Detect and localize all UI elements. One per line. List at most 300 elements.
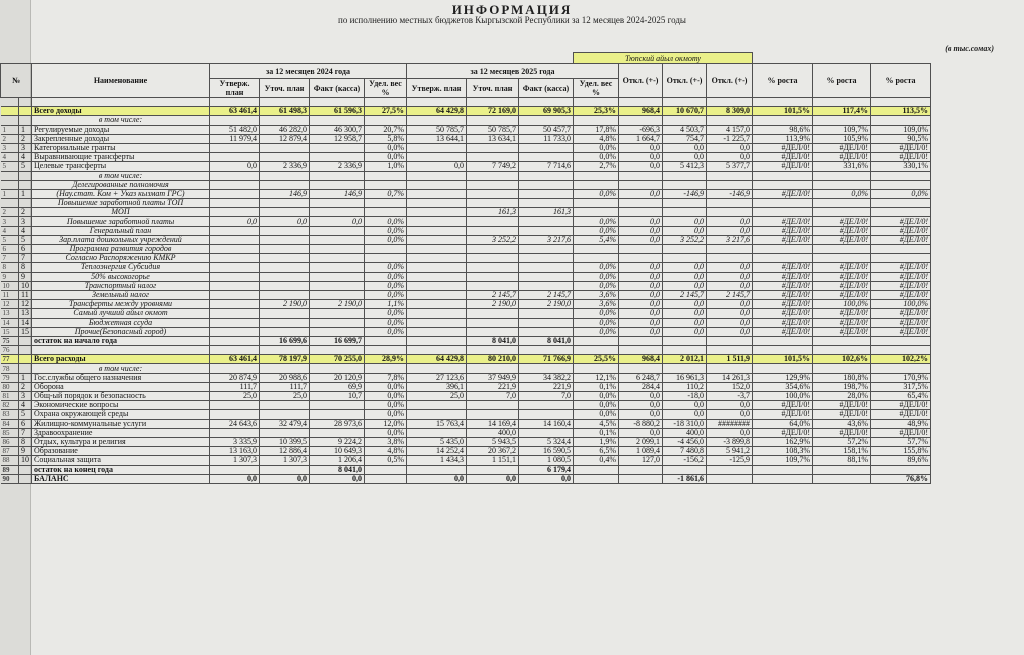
value-cell[interactable]: 0,0 bbox=[619, 217, 663, 226]
item-name[interactable]: Согласно Распоряжению КМКР bbox=[32, 254, 210, 263]
value-cell[interactable] bbox=[407, 254, 467, 263]
value-cell[interactable]: 7 714,6 bbox=[519, 162, 574, 171]
value-cell[interactable] bbox=[707, 465, 753, 474]
value-cell[interactable]: 146,9 bbox=[260, 189, 310, 198]
value-cell[interactable]: 88,1% bbox=[813, 456, 871, 465]
value-cell[interactable] bbox=[619, 180, 663, 189]
value-cell[interactable]: 0,0 bbox=[663, 401, 707, 410]
value-cell[interactable] bbox=[663, 199, 707, 208]
value-cell[interactable] bbox=[753, 171, 813, 180]
value-cell[interactable] bbox=[519, 180, 574, 189]
value-cell[interactable]: 20 367,2 bbox=[467, 447, 519, 456]
row-number[interactable]: 78 bbox=[1, 364, 19, 373]
value-cell[interactable]: 71 766,9 bbox=[519, 355, 574, 364]
value-cell[interactable]: 0,0 bbox=[663, 281, 707, 290]
value-cell[interactable]: #ДЕЛ/0! bbox=[753, 290, 813, 299]
value-cell[interactable]: 25,0 bbox=[260, 392, 310, 401]
value-cell[interactable] bbox=[813, 474, 871, 483]
item-number[interactable] bbox=[19, 199, 32, 208]
value-cell[interactable] bbox=[467, 263, 519, 272]
item-number[interactable]: 7 bbox=[19, 428, 32, 437]
value-cell[interactable]: 0,0% bbox=[574, 392, 619, 401]
value-cell[interactable]: 64,0% bbox=[753, 419, 813, 428]
value-cell[interactable]: 161,3 bbox=[519, 208, 574, 217]
value-cell[interactable]: 0,0% bbox=[574, 281, 619, 290]
value-cell[interactable]: 5,8% bbox=[365, 134, 407, 143]
value-cell[interactable] bbox=[260, 180, 310, 189]
item-number[interactable]: 5 bbox=[19, 410, 32, 419]
value-cell[interactable]: 0,0 bbox=[663, 226, 707, 235]
value-cell[interactable] bbox=[467, 189, 519, 198]
value-cell[interactable]: 109,7% bbox=[753, 456, 813, 465]
value-cell[interactable]: 28 973,6 bbox=[310, 419, 365, 428]
item-number[interactable] bbox=[19, 107, 32, 116]
value-cell[interactable] bbox=[210, 171, 260, 180]
value-cell[interactable]: 198,7% bbox=[813, 382, 871, 391]
value-cell[interactable]: 0,0% bbox=[365, 226, 407, 235]
value-cell[interactable] bbox=[619, 116, 663, 125]
item-number[interactable]: 5 bbox=[19, 235, 32, 244]
value-cell[interactable]: 0,0% bbox=[365, 281, 407, 290]
value-cell[interactable] bbox=[574, 180, 619, 189]
value-cell[interactable]: 100,0% bbox=[813, 300, 871, 309]
value-cell[interactable]: #ДЕЛ/0! bbox=[753, 263, 813, 272]
value-cell[interactable] bbox=[753, 254, 813, 263]
value-cell[interactable]: 1,0% bbox=[365, 162, 407, 171]
value-cell[interactable]: 146,9 bbox=[310, 189, 365, 198]
value-cell[interactable]: 16 590,5 bbox=[519, 447, 574, 456]
value-cell[interactable]: 111,7 bbox=[260, 382, 310, 391]
value-cell[interactable]: #ДЕЛ/0! bbox=[871, 290, 931, 299]
value-cell[interactable]: #ДЕЛ/0! bbox=[813, 281, 871, 290]
value-cell[interactable]: 2 190,0 bbox=[310, 300, 365, 309]
value-cell[interactable]: 754,7 bbox=[663, 134, 707, 143]
value-cell[interactable] bbox=[210, 428, 260, 437]
value-cell[interactable]: 57,2% bbox=[813, 437, 871, 446]
item-number[interactable]: 2 bbox=[19, 382, 32, 391]
value-cell[interactable]: 1 307,3 bbox=[210, 456, 260, 465]
value-cell[interactable]: 63 461,4 bbox=[210, 355, 260, 364]
value-cell[interactable]: 0,0 bbox=[619, 162, 663, 171]
value-cell[interactable]: 0,0% bbox=[365, 410, 407, 419]
value-cell[interactable]: 64 429,8 bbox=[407, 107, 467, 116]
value-cell[interactable] bbox=[260, 98, 310, 107]
value-cell[interactable] bbox=[365, 474, 407, 483]
row-number[interactable]: 9 bbox=[1, 272, 19, 281]
value-cell[interactable]: 98,6% bbox=[753, 125, 813, 134]
value-cell[interactable]: 0,0% bbox=[574, 153, 619, 162]
value-cell[interactable] bbox=[407, 245, 467, 254]
value-cell[interactable] bbox=[871, 364, 931, 373]
value-cell[interactable]: 0,0 bbox=[260, 217, 310, 226]
value-cell[interactable] bbox=[707, 254, 753, 263]
value-cell[interactable]: 109,0% bbox=[871, 125, 931, 134]
value-cell[interactable]: #ДЕЛ/0! bbox=[871, 263, 931, 272]
value-cell[interactable]: 100,0% bbox=[753, 392, 813, 401]
value-cell[interactable] bbox=[260, 263, 310, 272]
item-name[interactable]: в том числе: bbox=[32, 116, 210, 125]
value-cell[interactable] bbox=[871, 465, 931, 474]
value-cell[interactable]: 80 210,0 bbox=[467, 355, 519, 364]
value-cell[interactable] bbox=[707, 346, 753, 355]
item-name[interactable]: Повышение заработной платы bbox=[32, 217, 210, 226]
value-cell[interactable] bbox=[574, 336, 619, 345]
value-cell[interactable] bbox=[467, 327, 519, 336]
item-number[interactable]: 10 bbox=[19, 456, 32, 465]
item-number[interactable]: 3 bbox=[19, 217, 32, 226]
item-name[interactable]: Трансферты между уровнями bbox=[32, 300, 210, 309]
value-cell[interactable]: 0,0 bbox=[619, 235, 663, 244]
row-number[interactable]: 5 bbox=[1, 235, 19, 244]
value-cell[interactable] bbox=[519, 171, 574, 180]
value-cell[interactable] bbox=[310, 272, 365, 281]
value-cell[interactable] bbox=[210, 281, 260, 290]
value-cell[interactable]: #ДЕЛ/0! bbox=[813, 235, 871, 244]
value-cell[interactable]: 1 151,1 bbox=[467, 456, 519, 465]
value-cell[interactable]: 0,0 bbox=[707, 309, 753, 318]
value-cell[interactable]: 105,9% bbox=[813, 134, 871, 143]
value-cell[interactable]: 129,9% bbox=[753, 373, 813, 382]
value-cell[interactable] bbox=[407, 300, 467, 309]
value-cell[interactable] bbox=[407, 199, 467, 208]
item-name[interactable]: Всего расходы bbox=[32, 355, 210, 364]
value-cell[interactable] bbox=[260, 245, 310, 254]
value-cell[interactable]: 65,4% bbox=[871, 392, 931, 401]
value-cell[interactable]: 155,8% bbox=[871, 447, 931, 456]
item-number[interactable]: 5 bbox=[19, 162, 32, 171]
value-cell[interactable]: 51 482,0 bbox=[210, 125, 260, 134]
value-cell[interactable] bbox=[365, 199, 407, 208]
value-cell[interactable]: 180,8% bbox=[813, 373, 871, 382]
item-number[interactable]: 3 bbox=[19, 143, 32, 152]
value-cell[interactable] bbox=[663, 254, 707, 263]
value-cell[interactable] bbox=[467, 199, 519, 208]
row-number[interactable]: 83 bbox=[1, 410, 19, 419]
value-cell[interactable] bbox=[753, 98, 813, 107]
value-cell[interactable]: #ДЕЛ/0! bbox=[871, 272, 931, 281]
value-cell[interactable] bbox=[310, 318, 365, 327]
value-cell[interactable]: 5 435,0 bbox=[407, 437, 467, 446]
value-cell[interactable] bbox=[310, 281, 365, 290]
value-cell[interactable]: 0,0% bbox=[365, 318, 407, 327]
value-cell[interactable]: 102,2% bbox=[871, 355, 931, 364]
value-cell[interactable]: 0,0% bbox=[574, 226, 619, 235]
value-cell[interactable]: 46 300,7 bbox=[310, 125, 365, 134]
value-cell[interactable]: 0,0% bbox=[365, 217, 407, 226]
item-name[interactable]: (Нау.стат. Ком + Указ кызмат ГРС) bbox=[32, 189, 210, 198]
value-cell[interactable] bbox=[813, 346, 871, 355]
value-cell[interactable]: -156,2 bbox=[663, 456, 707, 465]
value-cell[interactable]: #ДЕЛ/0! bbox=[871, 226, 931, 235]
value-cell[interactable]: 110,2 bbox=[663, 382, 707, 391]
value-cell[interactable] bbox=[707, 171, 753, 180]
value-cell[interactable] bbox=[365, 171, 407, 180]
value-cell[interactable]: -4 456,0 bbox=[663, 437, 707, 446]
value-cell[interactable] bbox=[260, 401, 310, 410]
value-cell[interactable] bbox=[663, 98, 707, 107]
row-number[interactable] bbox=[1, 199, 19, 208]
value-cell[interactable]: #ДЕЛ/0! bbox=[753, 318, 813, 327]
value-cell[interactable] bbox=[467, 346, 519, 355]
item-name[interactable]: Социальная защита bbox=[32, 456, 210, 465]
value-cell[interactable] bbox=[310, 290, 365, 299]
item-number[interactable] bbox=[19, 355, 32, 364]
value-cell[interactable]: #ДЕЛ/0! bbox=[813, 143, 871, 152]
item-number[interactable] bbox=[19, 180, 32, 189]
value-cell[interactable]: #ДЕЛ/0! bbox=[871, 281, 931, 290]
value-cell[interactable] bbox=[210, 300, 260, 309]
value-cell[interactable] bbox=[310, 428, 365, 437]
value-cell[interactable]: 48,9% bbox=[871, 419, 931, 428]
row-number[interactable]: 88 bbox=[1, 456, 19, 465]
item-name[interactable]: Гос.службы общего назначения bbox=[32, 373, 210, 382]
value-cell[interactable]: 72 169,0 bbox=[467, 107, 519, 116]
row-number[interactable]: 2 bbox=[1, 208, 19, 217]
value-cell[interactable] bbox=[753, 364, 813, 373]
value-cell[interactable]: 2 190,0 bbox=[260, 300, 310, 309]
value-cell[interactable]: 0,0 bbox=[663, 300, 707, 309]
value-cell[interactable]: 113,9% bbox=[753, 134, 813, 143]
value-cell[interactable]: 34 382,2 bbox=[519, 373, 574, 382]
value-cell[interactable] bbox=[707, 208, 753, 217]
value-cell[interactable]: -3,7 bbox=[707, 392, 753, 401]
value-cell[interactable]: 0,0 bbox=[619, 410, 663, 419]
value-cell[interactable]: 12,1% bbox=[574, 373, 619, 382]
value-cell[interactable]: 1 307,3 bbox=[260, 456, 310, 465]
value-cell[interactable]: 5 324,4 bbox=[519, 437, 574, 446]
value-cell[interactable] bbox=[753, 180, 813, 189]
value-cell[interactable] bbox=[519, 245, 574, 254]
value-cell[interactable] bbox=[753, 465, 813, 474]
value-cell[interactable] bbox=[519, 428, 574, 437]
value-cell[interactable] bbox=[753, 474, 813, 483]
value-cell[interactable]: 0,0% bbox=[574, 309, 619, 318]
row-number[interactable] bbox=[1, 107, 19, 116]
item-name[interactable]: Зар.плата дошкольных учреждений bbox=[32, 235, 210, 244]
value-cell[interactable] bbox=[574, 116, 619, 125]
value-cell[interactable]: 14 169,4 bbox=[467, 419, 519, 428]
item-number[interactable] bbox=[19, 116, 32, 125]
value-cell[interactable] bbox=[407, 217, 467, 226]
value-cell[interactable]: #ДЕЛ/0! bbox=[753, 217, 813, 226]
value-cell[interactable] bbox=[663, 364, 707, 373]
value-cell[interactable] bbox=[619, 171, 663, 180]
value-cell[interactable]: 0,0% bbox=[574, 410, 619, 419]
value-cell[interactable] bbox=[260, 199, 310, 208]
value-cell[interactable] bbox=[871, 199, 931, 208]
row-number[interactable]: 81 bbox=[1, 392, 19, 401]
item-number[interactable]: 10 bbox=[19, 281, 32, 290]
value-cell[interactable] bbox=[519, 116, 574, 125]
value-cell[interactable]: 0,0% bbox=[574, 327, 619, 336]
value-cell[interactable]: 101,5% bbox=[753, 107, 813, 116]
value-cell[interactable]: 2,7% bbox=[574, 162, 619, 171]
value-cell[interactable]: 25,0 bbox=[407, 392, 467, 401]
value-cell[interactable]: 15 763,4 bbox=[407, 419, 467, 428]
value-cell[interactable]: 101,5% bbox=[753, 355, 813, 364]
value-cell[interactable] bbox=[813, 116, 871, 125]
value-cell[interactable]: 0,0 bbox=[619, 300, 663, 309]
value-cell[interactable]: 0,0% bbox=[574, 318, 619, 327]
value-cell[interactable]: 20 120,9 bbox=[310, 373, 365, 382]
row-number[interactable]: 3 bbox=[1, 217, 19, 226]
value-cell[interactable]: 0,0% bbox=[365, 153, 407, 162]
value-cell[interactable] bbox=[707, 116, 753, 125]
value-cell[interactable]: 0,0% bbox=[365, 327, 407, 336]
value-cell[interactable] bbox=[210, 143, 260, 152]
value-cell[interactable] bbox=[467, 98, 519, 107]
value-cell[interactable]: 0,0 bbox=[707, 226, 753, 235]
item-name[interactable]: Выравнивающие трансферты bbox=[32, 153, 210, 162]
value-cell[interactable]: 57,7% bbox=[871, 437, 931, 446]
value-cell[interactable]: 0,0 bbox=[619, 281, 663, 290]
value-cell[interactable] bbox=[574, 254, 619, 263]
value-cell[interactable]: 5 941,2 bbox=[707, 447, 753, 456]
value-cell[interactable]: 20,7% bbox=[365, 125, 407, 134]
value-cell[interactable] bbox=[753, 199, 813, 208]
value-cell[interactable]: 5,4% bbox=[574, 235, 619, 244]
value-cell[interactable]: 0,0 bbox=[707, 153, 753, 162]
value-cell[interactable]: 3 335,9 bbox=[210, 437, 260, 446]
row-number[interactable]: 80 bbox=[1, 382, 19, 391]
item-number[interactable]: 2 bbox=[19, 134, 32, 143]
value-cell[interactable] bbox=[619, 336, 663, 345]
value-cell[interactable]: 0,0% bbox=[813, 189, 871, 198]
value-cell[interactable] bbox=[813, 254, 871, 263]
value-cell[interactable] bbox=[310, 199, 365, 208]
value-cell[interactable] bbox=[519, 199, 574, 208]
value-cell[interactable]: 1,1% bbox=[365, 300, 407, 309]
value-cell[interactable] bbox=[467, 217, 519, 226]
value-cell[interactable]: #ДЕЛ/0! bbox=[753, 153, 813, 162]
value-cell[interactable]: -8 880,2 bbox=[619, 419, 663, 428]
value-cell[interactable]: 61 596,3 bbox=[310, 107, 365, 116]
value-cell[interactable] bbox=[407, 263, 467, 272]
value-cell[interactable]: #ДЕЛ/0! bbox=[813, 401, 871, 410]
value-cell[interactable]: 8 309,0 bbox=[707, 107, 753, 116]
value-cell[interactable]: 1 511,9 bbox=[707, 355, 753, 364]
value-cell[interactable]: #ДЕЛ/0! bbox=[813, 153, 871, 162]
value-cell[interactable]: 0,0 bbox=[707, 300, 753, 309]
row-number[interactable]: 4 bbox=[1, 153, 19, 162]
value-cell[interactable] bbox=[467, 171, 519, 180]
row-number[interactable]: 14 bbox=[1, 318, 19, 327]
item-name[interactable]: Экономические вопросы bbox=[32, 401, 210, 410]
value-cell[interactable] bbox=[574, 245, 619, 254]
value-cell[interactable] bbox=[210, 318, 260, 327]
value-cell[interactable]: 396,1 bbox=[407, 382, 467, 391]
value-cell[interactable]: #ДЕЛ/0! bbox=[813, 327, 871, 336]
row-number[interactable]: 76 bbox=[1, 346, 19, 355]
value-cell[interactable]: 12 958,7 bbox=[310, 134, 365, 143]
value-cell[interactable]: 0,0% bbox=[871, 189, 931, 198]
value-cell[interactable] bbox=[210, 272, 260, 281]
value-cell[interactable]: 0,0 bbox=[663, 272, 707, 281]
value-cell[interactable]: 0,0 bbox=[467, 474, 519, 483]
item-name[interactable]: Закрепленные доходы bbox=[32, 134, 210, 143]
value-cell[interactable]: 0,0 bbox=[707, 318, 753, 327]
value-cell[interactable] bbox=[407, 153, 467, 162]
row-number[interactable]: 1 bbox=[1, 125, 19, 134]
value-cell[interactable] bbox=[467, 245, 519, 254]
row-number[interactable] bbox=[1, 116, 19, 125]
value-cell[interactable] bbox=[210, 263, 260, 272]
value-cell[interactable]: 76,8% bbox=[871, 474, 931, 483]
value-cell[interactable]: 4,5% bbox=[574, 419, 619, 428]
value-cell[interactable] bbox=[407, 410, 467, 419]
value-cell[interactable]: 317,5% bbox=[871, 382, 931, 391]
row-number[interactable]: 4 bbox=[1, 226, 19, 235]
value-cell[interactable]: 0,0 bbox=[707, 428, 753, 437]
row-number[interactable]: 75 bbox=[1, 336, 19, 345]
row-number[interactable]: 13 bbox=[1, 309, 19, 318]
value-cell[interactable] bbox=[260, 364, 310, 373]
item-number[interactable] bbox=[19, 364, 32, 373]
item-name[interactable]: Генеральный план bbox=[32, 226, 210, 235]
value-cell[interactable]: 0,7% bbox=[365, 189, 407, 198]
value-cell[interactable] bbox=[210, 290, 260, 299]
value-cell[interactable]: 127,0 bbox=[619, 456, 663, 465]
value-cell[interactable]: 0,0 bbox=[619, 143, 663, 152]
value-cell[interactable]: 170,9% bbox=[871, 373, 931, 382]
value-cell[interactable]: 13 634,1 bbox=[467, 134, 519, 143]
value-cell[interactable]: #ДЕЛ/0! bbox=[753, 309, 813, 318]
value-cell[interactable] bbox=[707, 180, 753, 189]
value-cell[interactable]: 968,4 bbox=[619, 355, 663, 364]
value-cell[interactable]: 2 336,9 bbox=[310, 162, 365, 171]
value-cell[interactable]: #ДЕЛ/0! bbox=[753, 143, 813, 152]
value-cell[interactable]: 221,9 bbox=[467, 382, 519, 391]
value-cell[interactable] bbox=[574, 346, 619, 355]
value-cell[interactable]: 0,1% bbox=[574, 428, 619, 437]
value-cell[interactable] bbox=[407, 171, 467, 180]
value-cell[interactable] bbox=[310, 226, 365, 235]
value-cell[interactable] bbox=[310, 153, 365, 162]
value-cell[interactable]: 12,0% bbox=[365, 419, 407, 428]
value-cell[interactable] bbox=[871, 116, 931, 125]
value-cell[interactable] bbox=[574, 171, 619, 180]
value-cell[interactable]: 12 886,4 bbox=[260, 447, 310, 456]
item-number[interactable] bbox=[19, 98, 32, 107]
row-number[interactable]: 89 bbox=[1, 465, 19, 474]
value-cell[interactable] bbox=[260, 327, 310, 336]
value-cell[interactable]: 158,1% bbox=[813, 447, 871, 456]
value-cell[interactable] bbox=[467, 281, 519, 290]
value-cell[interactable] bbox=[407, 465, 467, 474]
value-cell[interactable]: 3,6% bbox=[574, 290, 619, 299]
value-cell[interactable]: #ДЕЛ/0! bbox=[871, 235, 931, 244]
value-cell[interactable] bbox=[707, 98, 753, 107]
value-cell[interactable] bbox=[619, 245, 663, 254]
value-cell[interactable] bbox=[619, 346, 663, 355]
item-number[interactable]: 4 bbox=[19, 401, 32, 410]
value-cell[interactable]: 400,0 bbox=[467, 428, 519, 437]
value-cell[interactable] bbox=[407, 336, 467, 345]
value-cell[interactable] bbox=[260, 281, 310, 290]
value-cell[interactable]: 25,3% bbox=[574, 107, 619, 116]
value-cell[interactable]: #ДЕЛ/0! bbox=[753, 327, 813, 336]
value-cell[interactable]: #ДЕЛ/0! bbox=[813, 272, 871, 281]
value-cell[interactable] bbox=[619, 208, 663, 217]
value-cell[interactable] bbox=[407, 116, 467, 125]
value-cell[interactable] bbox=[574, 474, 619, 483]
value-cell[interactable]: 0,0% bbox=[365, 263, 407, 272]
value-cell[interactable]: 0,0 bbox=[663, 309, 707, 318]
item-number[interactable]: 13 bbox=[19, 309, 32, 318]
value-cell[interactable]: 50 457,7 bbox=[519, 125, 574, 134]
value-cell[interactable]: 12 879,4 bbox=[260, 134, 310, 143]
value-cell[interactable] bbox=[813, 208, 871, 217]
